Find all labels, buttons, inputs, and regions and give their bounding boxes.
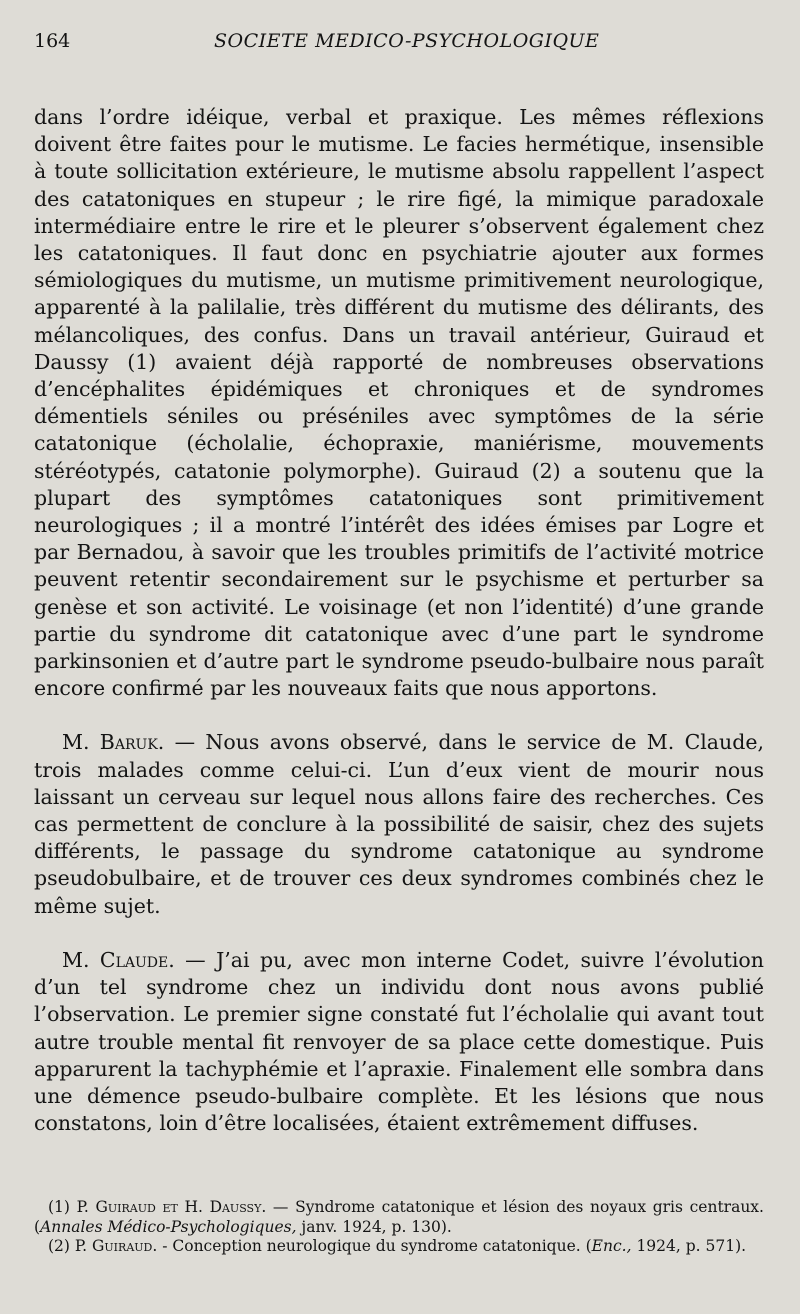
paragraph-baruk-text: — Nous avons observé, dans le service de M. Claude, trois malades comme celui-ci. L’un d’eux vient de mourir nous laissant un cerveau sur lequel nous allons faire des recherches. Ces cas permettent de conclure à la possibilité de saisir, chez des sujets différents, le passage du syndrome catatonique au syndrome pseudobulbaire, et de trouver ces deux syndromes combinés chez le même sujet. (34, 730, 765, 918)
footnote-1-journal: Annales Médico-Psychologiques, (40, 1217, 297, 1236)
footnote-1-marker: (1) (48, 1198, 77, 1216)
paragraph-1-text: dans l’ordre idéique, verbal et praxique. Les mêmes réflexions doivent être faites pour le mutisme. Le facies hermétique, insensible à toute sollicitation extérieure, le mutisme absolu rappellent l’aspect des catatoniques en stupeur ; le rire figé, la mimique paradoxale intermédiaire entre le rire et le pleurer s’observent également chez les catatoniques. Il faut donc en psychiatrie ajouter aux formes sémiologiques du mutisme, un mutisme primitivement neurologique, apparenté à la palilalie, très différent du mutisme des délirants, des mélancoliques, des confus. Dans un travail antérieur, Guiraud et Daussy (1) avaient déjà rapporté de nombreuses observations d’encéphalites épidémiques et chroniques et de syndromes démentiels séniles ou préséniles avec symptômes de la série catatonique (écholalie, échopraxie, maniérisme, mouvements stéréotypés, catatonie polymorphe). Guiraud (2) a soutenu que la plupart des symptômes catatoniques sont primitivement neurologiques ; il a montré l’intérêt des idées émises par Logre et par Bernadou, à savoir que les troubles primitifs de l’activité motrice peuvent retentir secondairement sur le psychisme et perturber sa genèse et son activité. Le voisinage (et non l’identité) d’une grande partie du syndrome dit catatonique avec d’une part le syndrome parkinsonien et d’autre part le syndrome pseudo-bulbaire nous paraît encore confirmé par les nouveaux faits que nous apportons. (34, 105, 764, 701)
footnote-2-marker: (2) (48, 1237, 75, 1255)
footnotes (34, 1198, 764, 1257)
speaker-claude: M. Claude. (62, 947, 175, 972)
paragraph-baruk (34, 729, 764, 919)
paragraph-claude (34, 947, 764, 1137)
footnote-1-text-before: — Syndrome catatonique et lésion des noyaux gris centraux. ( (34, 1198, 764, 1236)
page-number: 164 (34, 30, 71, 52)
footnote-2-text-before: - Conception neurologique du syndrome catatonique. ( (157, 1237, 592, 1255)
footnote-2-journal: Enc., (591, 1237, 632, 1255)
body-text (34, 104, 764, 1137)
footnote-2-text-after: 1924, p. 571). (631, 1237, 747, 1255)
paragraph-continuation (34, 104, 764, 702)
page-header (34, 30, 764, 64)
footnote-2-author: P. Guiraud. (74, 1237, 158, 1255)
speaker-baruk: M. Baruk. (62, 730, 165, 755)
running-title: SOCIETE MEDICO-PSYCHOLOGIQUE (214, 30, 600, 52)
footnote-1-author: P. Guiraud et H. Daussy. (76, 1198, 267, 1216)
footnote-1-text-after: janv. 1924, p. 130). (296, 1217, 452, 1236)
footnote-2 (34, 1237, 764, 1257)
footnote-1 (34, 1198, 764, 1237)
paragraph-claude-text: — J’ai pu, avec mon interne Codet, suivre l’évolution d’un tel syndrome chez un individu dont nous avons publié l’observation. Le premier signe constaté fut l’écholalie qui avant tout autre trouble mental fit renvoyer de sa place cette domestique. Puis apparurent la tachyphémie et l’apraxie. Finalement elle sombra dans une démence pseudo-bulbaire complète. Et les lésions que nous constatons, loin d’être localisées, étaient extrêmement diffuses. (34, 947, 764, 1136)
